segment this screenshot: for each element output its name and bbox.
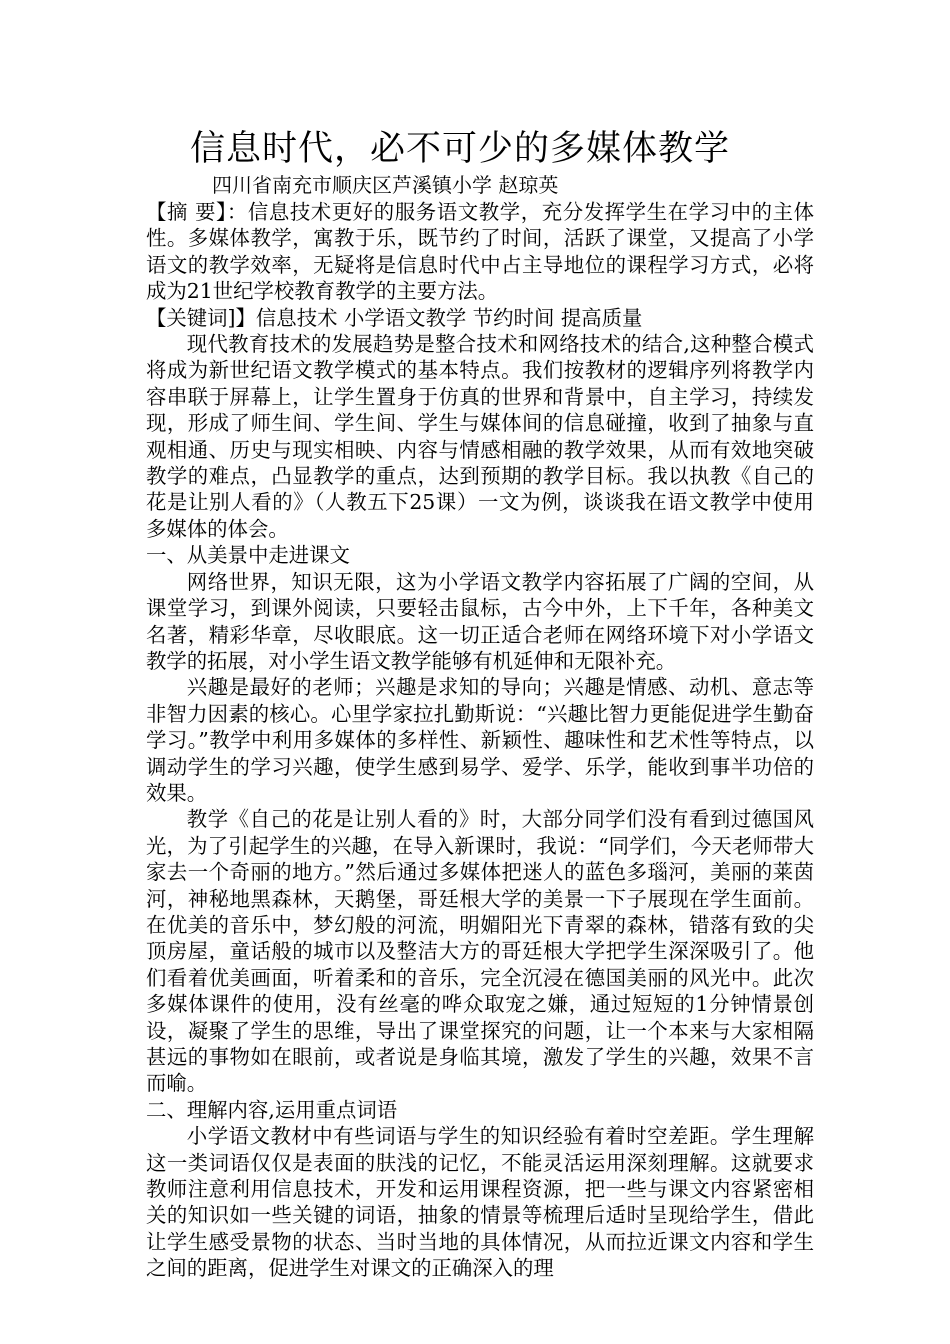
section1-paragraph-2: 兴趣是最好的老师；兴趣是求知的导向；兴趣是情感、动机、意志等非智力因素的核心。心里学家拉扎勤斯说：“兴趣比智力更能促进学生勤奋学习。”教学中利用多媒体的多样性、新颖性、趣味性和艺术性等特点，以调动学生的学习兴趣，使学生感到易学、爱学、乐学，能收到事半功倍的效果。 bbox=[146, 675, 814, 805]
section-heading-1: 一、从美景中走进课文 bbox=[146, 543, 350, 568]
document-title: 信息时代，必不可少的多媒体教学 bbox=[189, 129, 730, 169]
author-line: 四川省南充市顺庆区芦溪镇小学 赵琼英 bbox=[212, 173, 559, 197]
document-body bbox=[146, 199, 814, 1282]
section1-paragraph-1: 网络世界，知识无限，这为小学语文教学内容拓展了广阔的空间，从课堂学习，到课外阅读，只要轻击鼠标，古今中外，上下千年，各种美文名著，精彩华章，尽收眼底。这一切正适合老师在网络环境下对小学语文教学的拓展，对小学生语文教学能够有机延伸和无限补充。 bbox=[146, 569, 814, 673]
abstract-paragraph: 【摘 要】：信息技术更好的服务语文教学，充分发挥学生在学习中的主体性。多媒体教学，寓教于乐，既节约了时间，活跃了课堂，又提高了小学语文的教学效率，无疑将是信息时代中占主导地位的课程学习方式，必将成为21世纪学校教育教学的主要方法。 bbox=[146, 200, 814, 304]
intro-paragraph: 现代教育技术的发展趋势是整合技术和网络技术的结合,这种整合模式将成为新世纪语文教学模式的基本特点。我们按教材的逻辑序列将教学内容串联于屏幕上，让学生置身于仿真的世界和背景中，自主学习，持续发现，形成了师生间、学生间、学生与媒体间的信息碰撞，收到了抽象与直观相通、历史与现实相映、内容与情感相融的教学效果，从而有效地突破教学的难点，凸显教学的重点，达到预期的教学目标。我以执教《自己的花是让别人看的》（人教五下25课）一文为例，谈谈我在语文教学中使用多媒体的体会。 bbox=[146, 332, 814, 541]
keywords-paragraph: 【关键词]】信息技术 小学语文教学 节约时间 提高质量 bbox=[146, 305, 643, 330]
section-heading-2: 二、理解内容,运用重点词语 bbox=[146, 1097, 398, 1122]
section2-paragraph-1: 小学语文教材中有些词语与学生的知识经验有着时空差距。学生理解这一类词语仅仅是表面的肤浅的记忆，不能灵活运用深刻理解。这就要求教师注意利用信息技术，开发和运用课程资源，把一些与课文内容紧密相关的知识如一些关键的词语，抽象的情景等梳理后适时呈现给学生，借此让学生感受景物的状态、当时当地的具体情况，从而拉近课文内容和学生之间的距离，促进学生对课文的正确深入的理 bbox=[146, 1124, 814, 1281]
section1-paragraph-3: 教学《自己的花是让别人看的》时，大部分同学们没有看到过德国风光，为了引起学生的兴趣，在导入新课时，我说：“同学们，今天老师带大家去一个奇丽的地方。”然后通过多媒体把迷人的蓝色多瑙河，美丽的莱茵河，神秘地黑森林，天鹅堡，哥廷根大学的美景一下子展现在学生面前。在优美的音乐中，梦幻般的河流，明媚阳光下青翠的森林，错落有致的尖顶房屋，童话般的城市以及整洁大方的哥廷根大学把学生深深吸引了。他们看着优美画面，听着柔和的音乐，完全沉浸在德国美丽的风光中。此次多媒体课件的使用，没有丝毫的哗众取宠之嫌，通过短短的1分钟情景创设，凝聚了学生的思维，导出了课堂探究的问题，让一个本来与大家相隔甚远的事物如在眼前，或者说是身临其境，激发了学生的兴趣，效果不言而喻。 bbox=[146, 807, 814, 1096]
